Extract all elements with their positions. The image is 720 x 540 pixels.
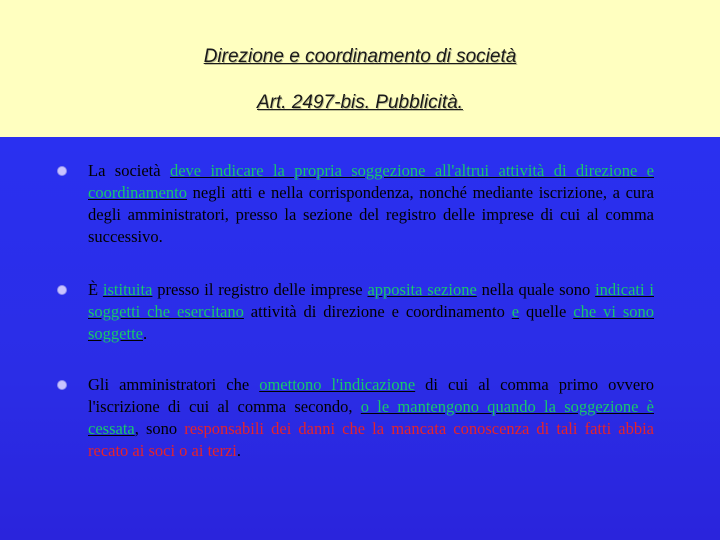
body-text: , sono: [134, 419, 185, 438]
body-text: Gli amministratori che: [88, 375, 260, 394]
title-band: [0, 0, 720, 137]
body-text: presso il registro delle imprese: [152, 280, 368, 299]
highlight-text: istituita: [102, 280, 153, 299]
emphasis-text: responsabili dei danni che la mancata conoscenza di tali fatti abbia recato ai soci o ai terzi: [88, 419, 654, 460]
highlight-text: o le mantengono quando la soggezione è cessata: [88, 397, 654, 438]
highlight-text: che vi sono soggette: [88, 302, 654, 343]
body-text: .: [236, 441, 242, 460]
paragraph-1: [88, 160, 654, 248]
highlight-text: omettono l'indicazione: [259, 375, 416, 394]
slide-title: Direzione e coordinamento di società: [203, 46, 517, 67]
body-text: attività di direzione e coordinamento: [243, 302, 512, 321]
highlight-text: e: [511, 302, 520, 321]
paragraph-3: [88, 374, 654, 462]
bullet-icon: [58, 381, 66, 389]
body-text: nella quale sono: [476, 280, 596, 299]
body-text: È: [88, 280, 103, 299]
highlight-text: indicati i soggetti che esercitano: [88, 280, 654, 321]
body-text: .: [143, 324, 148, 343]
bullet-icon: [58, 286, 66, 294]
highlight-text: apposita sezione: [367, 280, 477, 299]
body-text: La società: [88, 161, 170, 180]
paragraph-2: [88, 279, 654, 345]
body-text: di cui al comma primo ovvero l'iscrizione di cui al comma secondo,: [88, 375, 654, 416]
highlight-text: deve indicare la propria soggezione all'altrui attività di direzione e coordinamento: [88, 161, 654, 202]
slide-subtitle: Art. 2497-bis. Pubblicità.: [257, 92, 463, 113]
body-text: quelle: [519, 302, 574, 321]
body-text: negli atti e nella corrispondenza, nonché mediante iscrizione, a cura degli amministratori, presso la sezione del registro delle imprese di cui al comma successivo.: [88, 183, 654, 246]
bullet-icon: [58, 167, 66, 175]
